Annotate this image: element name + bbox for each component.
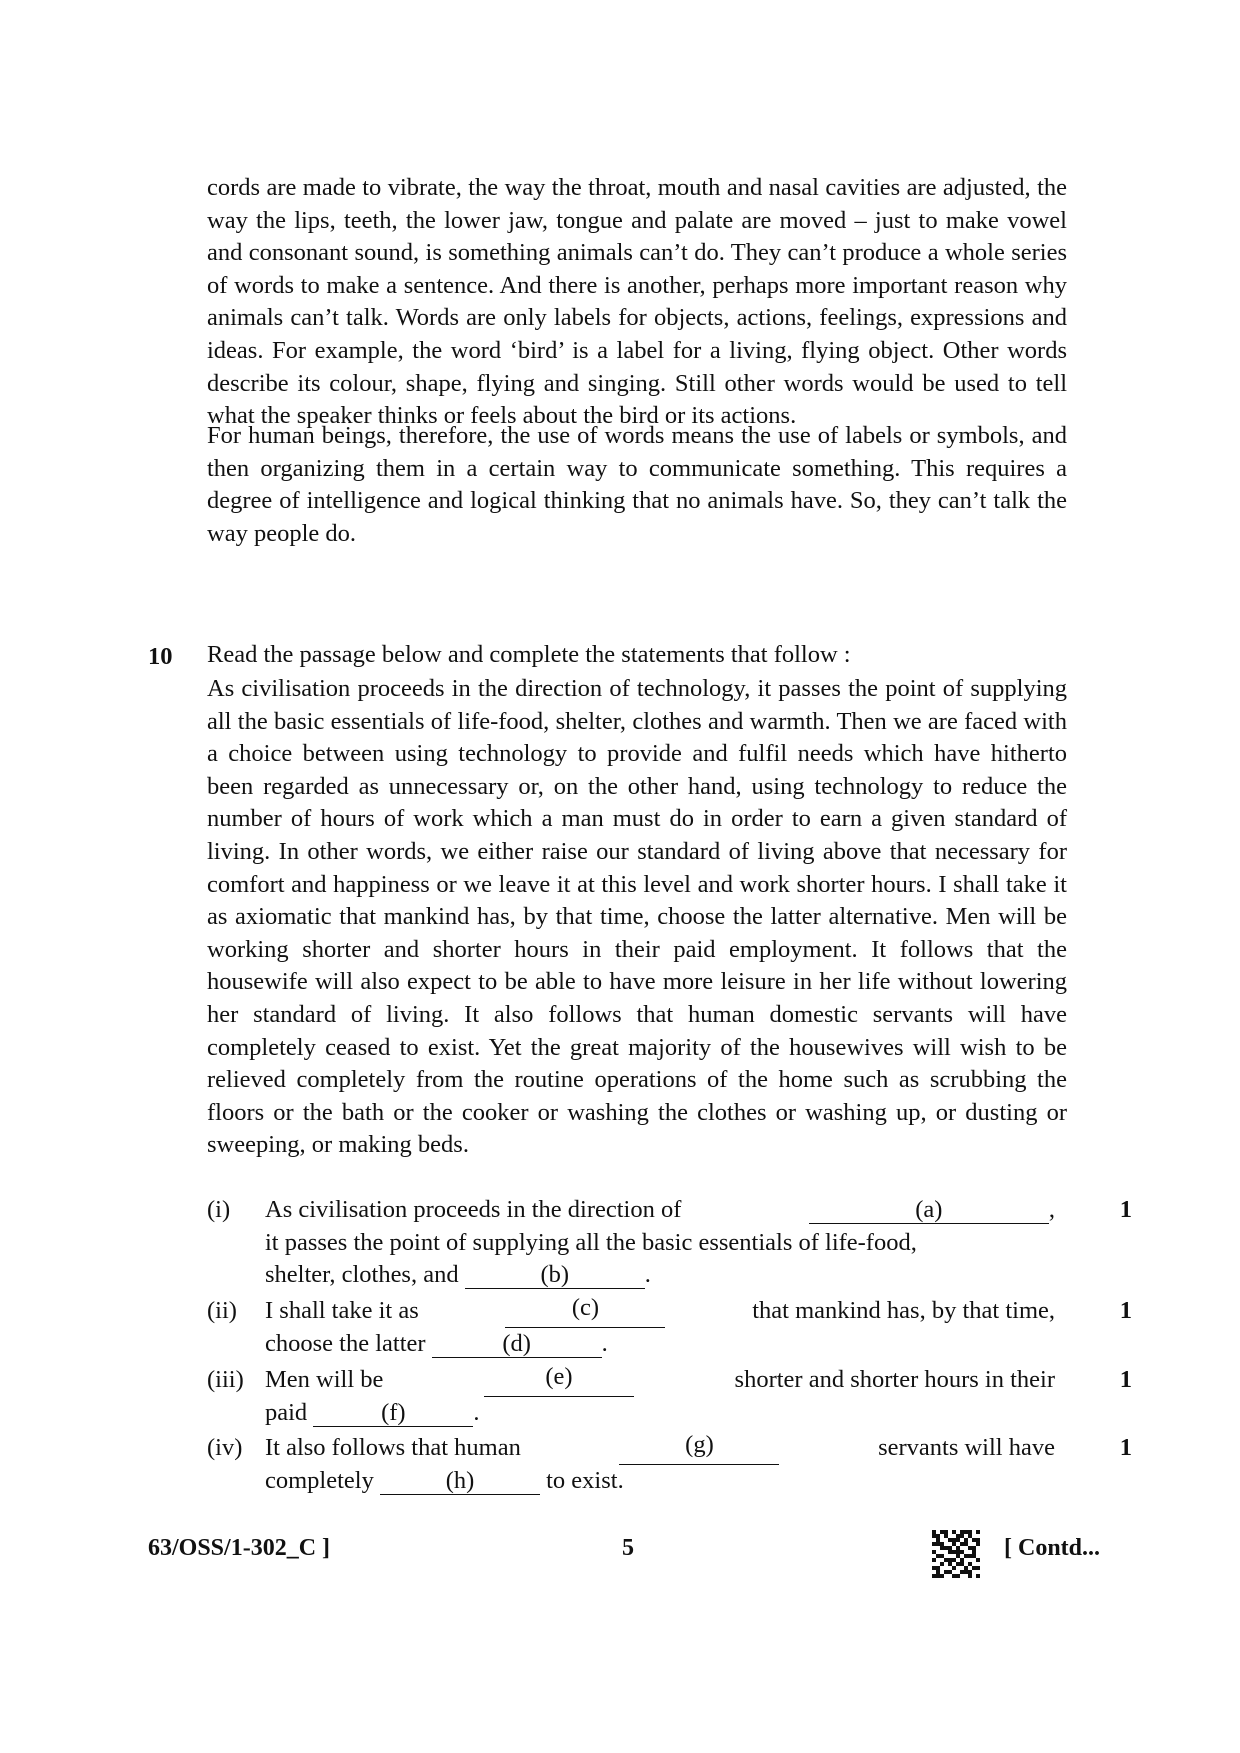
blank-e[interactable]: (e) [484, 1364, 634, 1397]
blank-d[interactable]: (d) [432, 1331, 602, 1358]
blank-h[interactable]: (h) [380, 1468, 540, 1495]
marks: 1 [1119, 1434, 1132, 1461]
passage-paragraph-1: cords are made to vibrate, the way the throat, mouth and nasal cavities are adjusted, the way the lips, teeth, the lower jaw, tongue and palate are moved – just to make vowel and consonant sound, is something animals can’t do. They can’t produce a whole series of words to make a sentence. And there is another, perhaps more important reason why animals can’t talk. Words are only labels for objects, actions, feelings, expressions and ideas. For example, the word ‘bird’ is a label for a living, flying object. Other words describe its colour, shape, flying and singing. Still other words would be used to tell what the speaker thinks or feels about the bird or its actions. [207, 174, 1067, 430]
blank-b[interactable]: (b) [465, 1262, 645, 1289]
marks: 1 [1119, 1366, 1132, 1393]
marks: 1 [1119, 1196, 1132, 1223]
passage-paragraph-2: For human beings, therefore, the use of words means the use of labels or symbols, and then organizing them in a certain way to communicate something. This requires a degree of intelligence and logical thinking that no animals have. So, they can’t talk the way people do. [207, 422, 1067, 547]
marks: 1 [1119, 1297, 1132, 1324]
blank-a[interactable]: (a) [809, 1197, 1049, 1224]
paper-code: 63/OSS/1-302_C ] [148, 1535, 331, 1561]
blank-g[interactable]: (g) [619, 1432, 779, 1465]
question-number: 10 [148, 643, 173, 670]
statement-text: It also follows that human (g) servants will have completely (h) to exist. [265, 1431, 1055, 1494]
blank-f[interactable]: (f) [313, 1400, 473, 1427]
blank-c[interactable]: (c) [505, 1295, 665, 1328]
statement-label: (iv) [207, 1434, 243, 1461]
page-number: 5 [622, 1535, 634, 1561]
statement-text: I shall take it as (c) that mankind has, by that time, choose the latter (d) . [265, 1294, 1055, 1357]
question-instruction: Read the passage below and complete the statements that follow : [207, 641, 851, 668]
statement-label: (i) [207, 1196, 231, 1223]
statement-text: As civilisation proceeds in the direction of (a) , it passes the point of supplying all the basic essentials of life-food, shelter, clothes, and (b) . [265, 1196, 1055, 1289]
statement-text: Men will be (e) shorter and shorter hours in their paid (f) . [265, 1363, 1055, 1426]
continued-label: [ Contd... [1004, 1535, 1101, 1561]
question-passage: As civilisation proceeds in the direction of technology, it passes the point of supplying all the basic essentials of life-food, shelter, clothes and warmth. Then we are faced with a choice between using technology to provide and fulfil needs which have hitherto been regarded as unnecessary or, on the other hand, using technology to reduce the number of hours of work which a man must do in order to earn a given standard of living. In other words, we either raise our standard of living above that necessary for comfort and happiness or we leave it at this level and work shorter hours. I shall take it as axiomatic that mankind has, by that time, choose the latter alternative. Men will be working shorter and shorter hours in their paid employment. It follows that the housewife will also expect to be able to have more leisure in her life without lowering her standard of living. It also follows that human domestic servants will have completely ceased to exist. Yet the great majority of the housewives will wish to be relieved completely from the routine operations of the home such as scrubbing the floors or the bath or the cooker or washing the clothes or washing up, or dusting or sweeping, or making beds. [207, 675, 1067, 1159]
statement-label: (iii) [207, 1366, 244, 1393]
statement-label: (ii) [207, 1297, 237, 1324]
qr-code-icon [932, 1530, 980, 1578]
